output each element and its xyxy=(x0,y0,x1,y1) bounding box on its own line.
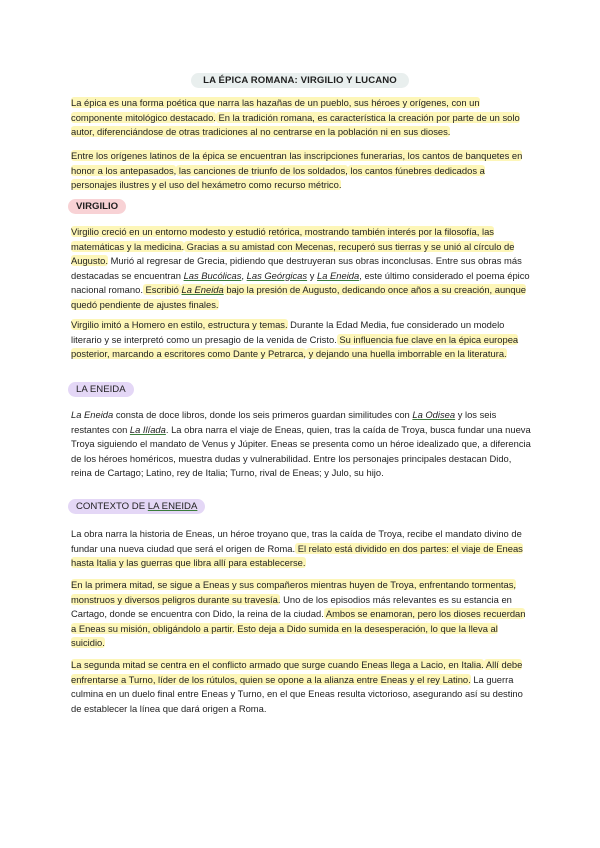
text-span: Uno de los episodios más relevantes es su estancia en Cartago, donde se encuentra con Dido, la reina de la ciudad. xyxy=(71,593,512,619)
section-heading-contexto xyxy=(68,499,205,514)
text-span: , este último considerado el poema épico nacional romano. xyxy=(71,269,530,295)
text-span: y los seis restantes con xyxy=(71,409,497,435)
text-span: Durante la Edad Media, fue considerado un modelo literario y se interpretó como un presagio de la venida de Cristo. xyxy=(71,319,505,345)
intro-paragraph-2 xyxy=(71,149,531,193)
page-title: LA ÉPICA ROMANA: VIRGILIO Y LUCANO xyxy=(191,73,409,88)
text-span: Allí debe enfrentarse a Turno, líder de los rútulos, quien se opone a la alianza entre Eneas y el rey Latino. xyxy=(71,659,523,685)
text-span: Esto deja a Dido sumida en la desesperación, lo que la lleva al suicidio. xyxy=(71,622,498,648)
text-span: En la tradición romana, es característica la creación por parte de un solo autor, diferenciándose de otras tradiciones al no centrarse en la población ni en sus dioses. xyxy=(71,111,520,137)
text-span: Su influencia fue clave en la épica europea posterior, marcando a escritores como Dante y Petrarca, xyxy=(71,333,519,359)
work-title: La Eneida xyxy=(181,284,224,295)
text-span: Gracias a su amistad con Mecenas, recuperó sus tierras y se unió al círculo de Augusto. xyxy=(71,240,515,266)
text-span: La épica es una forma poética que narra las hazañas de un pueblo, sus héroes y orígenes, con un componente mitológico destacado. xyxy=(71,97,480,123)
text-span: En la primera mitad, se sigue a Eneas y sus compañeros mientras huyen de Troya, enfrentando tormentas, monstruos y diversos peligros durante su travesía. xyxy=(71,579,517,605)
heading-work-title: LA ENEIDA xyxy=(147,501,198,512)
text-span: La guerra culmina en un duelo final entre Eneas y Turno, en el que Eneas resulta victorioso, asegurando así su destino de establecer la línea que dará origen a Roma. xyxy=(71,673,523,714)
section-heading-eneida: LA ENEIDA xyxy=(68,382,134,397)
eneida-paragraph-1 xyxy=(71,408,531,481)
text-span: La segunda mitad se centra en el conflicto armado que surge cuando Eneas llega a Lacio, en Italia. xyxy=(71,659,484,670)
virgilio-paragraph-1 xyxy=(71,225,531,312)
text-span: y dejando una huella imborrable en la literatura. xyxy=(306,348,507,359)
text-span: los cantos fúnebres dedicados a personajes ilustres y el uso del hexámetro como recurso métrico. xyxy=(71,164,485,190)
work-title: La Eneida xyxy=(317,269,360,281)
work-title: La Ilíada xyxy=(129,423,166,435)
text-span: Ambos se enamoran, pero los dioses recuerdan a Eneas su misión, obligándolo a partir. xyxy=(71,608,526,634)
virgilio-paragraph-2 xyxy=(71,318,531,362)
text-span: bajo la presión de Augusto, dedicando once años a su creación, aunque quedó pendiente de ajustes finales. xyxy=(71,284,527,310)
title-wrapper xyxy=(0,70,600,88)
heading-text: CONTEXTO DE xyxy=(76,501,148,512)
text-span: La obra narra la historia de Eneas, un héroe troyano que, tras la caída de Troya, recibe el mandato divino de fundar una nueva ciudad que será el origen de Roma. xyxy=(71,528,522,554)
contexto-paragraph-1 xyxy=(71,527,531,571)
text-span: Virgilio imitó a Homero en estilo, estructura y temas. xyxy=(71,319,288,330)
contexto-paragraph-3 xyxy=(71,658,531,716)
work-title: La Odisea xyxy=(412,409,456,420)
text-span: Virgilio creció en un entorno modesto y estudió retórica, mostrando también interés por la filosofía, las matemáticas y la medicina. xyxy=(71,226,494,252)
text-span: . La obra narra el viaje de Eneas, quien, tras la caída de Troya, busca fundar una nueva Troya siguiendo el mandato de Venus y Júpiter. Eneas se presenta como un héroe idealizado que, a diferencia de los héroes homéricos, muestra dudas y vulnerabilidad. Entre los personajes principales destacan Dido, reina de Cartago; Latino, rey de Italia; Turno, rival de Eneas; y Julo, su hijo. xyxy=(71,423,531,478)
work-title: La Eneida xyxy=(71,409,114,420)
work-title: Las Geórgicas xyxy=(246,269,308,281)
text-span: las canciones de triunfo de los soldados, xyxy=(176,164,348,176)
text-span: Escribió xyxy=(142,284,182,295)
section-heading-virgilio: VIRGILIO xyxy=(68,199,126,214)
text-span: consta de doce libros, donde los seis primeros guardan similitudes con xyxy=(113,409,413,420)
text-span: Entre los orígenes latinos de la épica se encuentran las inscripciones funerarias, los cantos de banquetes en honor a los antepasados, xyxy=(71,150,523,176)
text-span: Murió al regresar de Grecia, pidiendo que destruyeran sus obras inconclusas. Entre sus obras más destacadas se encuentran xyxy=(71,255,522,281)
work-title: Las Bucólicas xyxy=(183,269,242,281)
contexto-paragraph-2 xyxy=(71,578,531,651)
text-span: El relato está dividido en dos partes: el viaje de Eneas hasta Italia y las guerras que libra allí para establecerse. xyxy=(71,542,523,568)
intro-paragraph-1 xyxy=(71,96,531,140)
text-span: , xyxy=(241,269,247,281)
text-span: y xyxy=(307,269,317,281)
